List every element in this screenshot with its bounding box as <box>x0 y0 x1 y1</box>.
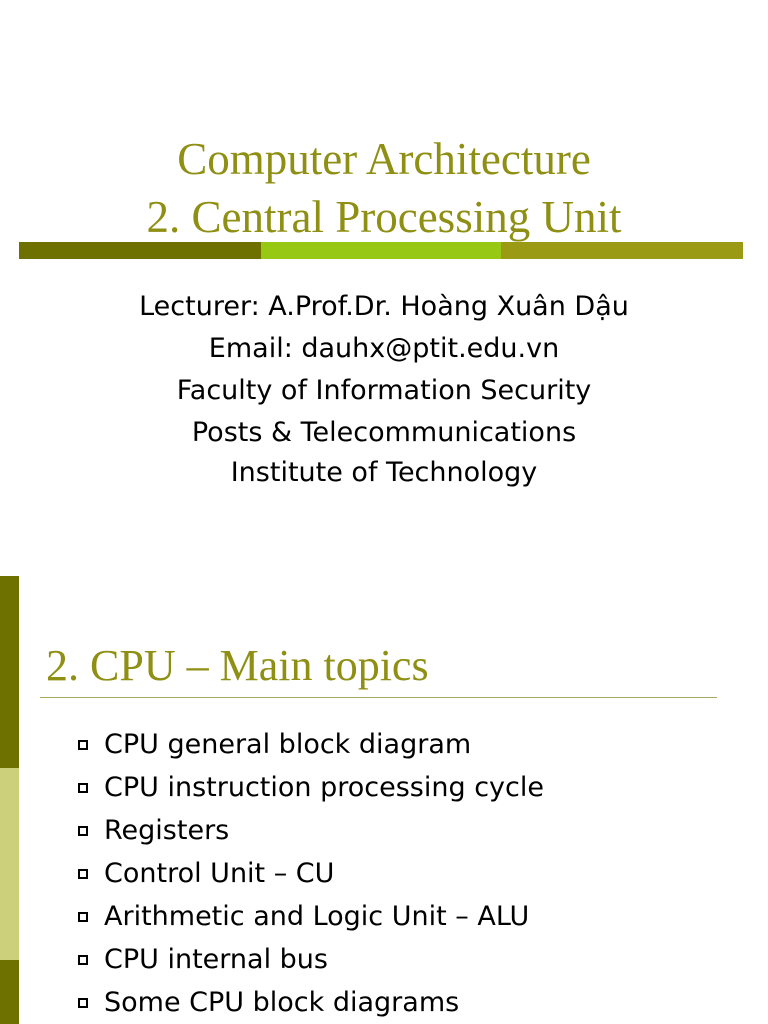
square-bullet-icon <box>78 998 88 1008</box>
list-item <box>78 852 544 895</box>
slide-heading: 2. CPU – Main topics <box>46 641 429 690</box>
faculty-name: Faculty of Information Security <box>176 375 592 406</box>
list-item <box>78 809 544 852</box>
title-line-1: Computer Architecture <box>177 134 591 184</box>
title-bar-segment-lime <box>261 242 501 259</box>
list-item <box>78 938 544 981</box>
lecturer-name: Lecturer: A.Prof.Dr. Hoàng Xuân Dậu <box>139 291 629 322</box>
topic-label: Arithmetic and Logic Unit – ALU <box>104 901 530 932</box>
topic-label: CPU internal bus <box>104 944 328 975</box>
topic-list <box>78 723 544 1024</box>
list-item <box>78 766 544 809</box>
lecturer-email: Email: dauhx@ptit.edu.vn <box>208 333 560 364</box>
list-item <box>78 895 544 938</box>
topic-label: Registers <box>104 815 230 846</box>
list-item <box>78 723 544 766</box>
institute-line-1: Posts & Telecommunications <box>191 417 577 448</box>
square-bullet-icon <box>78 869 88 879</box>
square-bullet-icon <box>78 826 88 836</box>
side-strip-dark <box>0 576 19 768</box>
institute-line-2: Institute of Technology <box>230 457 538 488</box>
list-item <box>78 981 544 1024</box>
side-strip-light <box>0 768 19 960</box>
lecturer-info <box>0 286 768 491</box>
slide-title <box>0 130 768 246</box>
topic-label: Control Unit – CU <box>104 858 335 889</box>
title-bar-segment-dark <box>19 242 261 259</box>
heading-divider <box>40 697 717 698</box>
title-line-2: 2. Central Processing Unit <box>146 192 622 242</box>
title-bar-segment-olive <box>501 242 743 259</box>
square-bullet-icon <box>78 955 88 965</box>
topic-label: Some CPU block diagrams <box>104 987 460 1018</box>
topic-label: CPU instruction processing cycle <box>104 772 544 803</box>
square-bullet-icon <box>78 740 88 750</box>
square-bullet-icon <box>78 783 88 793</box>
topics-slide <box>0 576 768 1024</box>
square-bullet-icon <box>78 912 88 922</box>
topic-label: CPU general block diagram <box>104 729 472 760</box>
side-strip-dark-bottom <box>0 960 19 1024</box>
